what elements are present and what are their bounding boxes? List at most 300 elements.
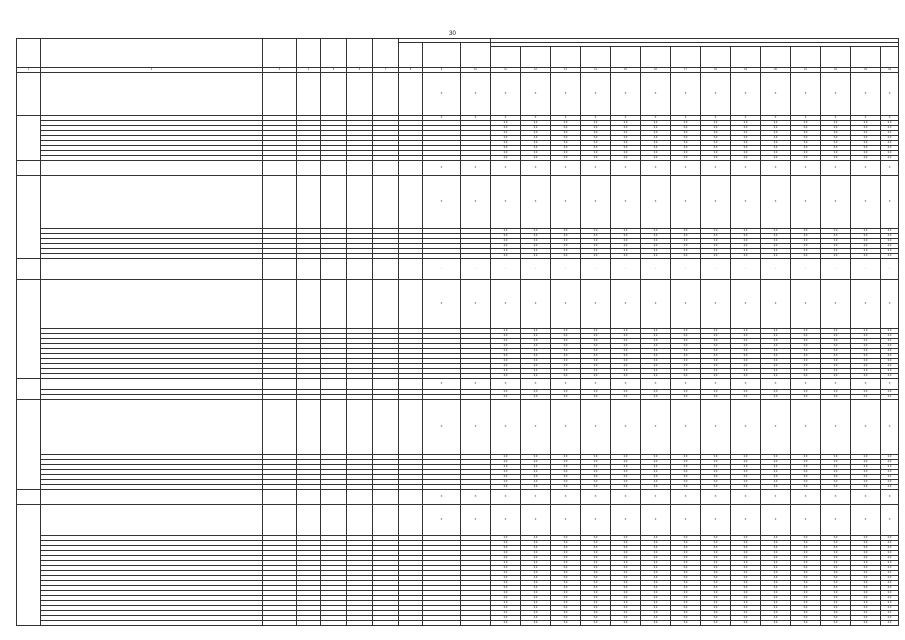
table-cell: 0,0 <box>611 141 641 146</box>
table-cell: 0,0 <box>581 249 611 254</box>
table-cell: 0,0 <box>641 344 671 349</box>
table-cell: 0,0 <box>731 339 761 344</box>
table-cell: 0,0 <box>731 131 761 136</box>
table-cell: 0,0 <box>731 596 761 601</box>
table-cell: X <box>791 73 821 116</box>
table-cell: 0,0 <box>761 374 791 379</box>
table-cell: X <box>671 490 701 505</box>
table-cell: 0,0 <box>671 390 701 395</box>
table-cell: 0,0 <box>671 576 701 581</box>
table-cell: 0,0 <box>821 354 851 359</box>
table-cell: 0,0 <box>701 254 731 259</box>
table-cell: 0,0 <box>611 571 641 576</box>
table-cell: 0,0 <box>821 395 851 400</box>
table-cell: 0,0 <box>491 601 521 606</box>
table-cell: X <box>521 280 551 329</box>
table-cell: 0,0 <box>551 234 581 239</box>
table-cell: 0,0 <box>731 151 761 156</box>
table-cell: 0,0 <box>521 374 551 379</box>
table-cell: 0,0 <box>581 146 611 151</box>
table-cell: 0,0 <box>881 354 899 359</box>
table-cell: 0,0 <box>851 551 881 556</box>
table-cell: 0,0 <box>761 546 791 551</box>
table-cell: X <box>881 490 899 505</box>
table-cell: 0,0 <box>791 156 821 161</box>
table-cell: 0,0 <box>881 344 899 349</box>
table-cell: 0,0 <box>821 536 851 541</box>
table-cell: 0,0 <box>641 364 671 369</box>
table-cell: X <box>821 505 851 536</box>
table-cell: 0,0 <box>551 364 581 369</box>
table-cell: 0,0 <box>821 126 851 131</box>
table-cell: 0,0 <box>701 146 731 151</box>
table-cell: X <box>821 400 851 455</box>
table-cell: 0,0 <box>791 581 821 586</box>
header-cell <box>373 39 399 68</box>
table-cell: 0,0 <box>581 561 611 566</box>
table-cell: 0,0 <box>791 344 821 349</box>
table-cell: 0,0 <box>671 354 701 359</box>
table-cell: 0,0 <box>761 606 791 611</box>
table-cell <box>321 379 347 390</box>
table-cell <box>297 621 321 626</box>
table-cell: 0,0 <box>761 596 791 601</box>
table-cell: 0,0 <box>491 465 521 470</box>
table-cell: 0,0 <box>881 156 899 161</box>
table-cell: 0,0 <box>611 151 641 156</box>
table-cell <box>297 176 321 229</box>
table-cell: 0,0 <box>791 616 821 621</box>
table-cell: 0,0 <box>821 571 851 576</box>
column-number: 16 <box>641 68 671 73</box>
table-cell: 0,0 <box>521 571 551 576</box>
table-cell <box>399 176 423 229</box>
table-cell: 0,0 <box>671 369 701 374</box>
table-cell: 0,0 <box>851 465 881 470</box>
table-cell: 0,0 <box>881 374 899 379</box>
table-cell: 0,0 <box>821 141 851 146</box>
table-cell: 0,0 <box>701 344 731 349</box>
table-cell <box>347 280 373 329</box>
table-cell: X <box>491 161 521 176</box>
table-cell: 0,0 <box>521 334 551 339</box>
table-cell: 0,0 <box>581 390 611 395</box>
table-cell <box>399 73 423 116</box>
table-row <box>17 280 899 329</box>
table-cell: 0,0 <box>821 249 851 254</box>
table-cell <box>41 490 263 505</box>
table-cell: 0,0 <box>491 470 521 475</box>
table-cell: 0,0 <box>791 566 821 571</box>
table-cell: 0,0 <box>701 455 731 460</box>
table-cell: 0,0 <box>851 369 881 374</box>
table-cell: 0,0 <box>701 364 731 369</box>
table-cell: 0,0 <box>821 334 851 339</box>
table-cell: 0,0 <box>851 141 881 146</box>
table-cell: 0,0 <box>791 229 821 234</box>
table-cell: 0,0 <box>791 395 821 400</box>
table-cell: 0,0 <box>491 151 521 156</box>
table-cell: 0,0 <box>881 596 899 601</box>
table-row <box>17 505 899 536</box>
table-cell: 0,0 <box>761 591 791 596</box>
table-cell: 0,0 <box>671 586 701 591</box>
table-cell: 0,0 <box>521 470 551 475</box>
table-cell: X <box>641 176 671 229</box>
table-cell: 0,0 <box>641 254 671 259</box>
table-cell: X <box>791 116 821 121</box>
table-cell: 0,0 <box>671 329 701 334</box>
table-cell: 0,0 <box>881 455 899 460</box>
table-cell: 0,0 <box>641 229 671 234</box>
table-cell: 0,0 <box>821 121 851 126</box>
table-cell: 0,0 <box>491 146 521 151</box>
table-cell: X <box>551 176 581 229</box>
table-cell: X <box>761 490 791 505</box>
page-number: 30 <box>449 31 456 37</box>
table-cell: X <box>821 490 851 505</box>
table-cell: 0,0 <box>611 576 641 581</box>
table-cell: 0,0 <box>851 460 881 465</box>
table-cell: X <box>521 176 551 229</box>
table-cell: X <box>641 161 671 176</box>
table-cell: 0,0 <box>881 561 899 566</box>
table-cell: 0,0 <box>671 136 701 141</box>
table-cell: 0,0 <box>491 480 521 485</box>
table-cell: X <box>461 116 491 121</box>
table-cell: X <box>671 379 701 390</box>
column-number: 9 <box>423 68 461 73</box>
table-cell: 0,0 <box>851 601 881 606</box>
table-cell <box>373 400 399 455</box>
table-cell: X <box>423 490 461 505</box>
table-cell <box>297 400 321 455</box>
table-cell <box>373 176 399 229</box>
table-cell: 0,0 <box>881 334 899 339</box>
table-cell: 0,0 <box>881 460 899 465</box>
table-cell: 0,0 <box>551 121 581 126</box>
table-cell: 0,0 <box>671 239 701 244</box>
table-cell: 0,0 <box>521 254 551 259</box>
table-cell: 0,0 <box>581 556 611 561</box>
table-cell: X <box>641 73 671 116</box>
table-cell: 0,0 <box>761 566 791 571</box>
table-cell: 0,0 <box>881 151 899 156</box>
table-cell: 0,0 <box>881 571 899 576</box>
table-cell: 0,0 <box>641 551 671 556</box>
table-cell: 0,0 <box>581 571 611 576</box>
table-cell: 0,0 <box>521 475 551 480</box>
table-cell: 0,0 <box>761 359 791 364</box>
table-cell: X <box>641 490 671 505</box>
table-cell: 0,0 <box>521 344 551 349</box>
table-cell: 0,0 <box>581 151 611 156</box>
table-cell: 0,0 <box>611 374 641 379</box>
table-cell: 0,0 <box>731 485 761 490</box>
table-row <box>17 161 899 176</box>
table-cell: 0,0 <box>791 541 821 546</box>
table-cell: 0,0 <box>701 470 731 475</box>
table-cell: 0,0 <box>611 334 641 339</box>
table-cell <box>399 259 423 280</box>
table-cell: X <box>461 73 491 116</box>
table-cell: X <box>611 73 641 116</box>
table-cell <box>399 280 423 329</box>
table-cell <box>347 259 373 280</box>
table-cell: 0,0 <box>491 239 521 244</box>
table-cell: X <box>461 161 491 176</box>
table-cell: 0,0 <box>851 541 881 546</box>
table-cell: X <box>791 161 821 176</box>
table-cell: 0,0 <box>701 616 731 621</box>
table-cell: X <box>461 490 491 505</box>
table-cell: 0,0 <box>641 470 671 475</box>
table-cell: 0,0 <box>881 616 899 621</box>
table-cell: X <box>731 280 761 329</box>
table-cell: 0,0 <box>881 581 899 586</box>
table-cell: 0,0 <box>701 581 731 586</box>
table-cell: 0,0 <box>761 571 791 576</box>
table-cell: 0,0 <box>581 470 611 475</box>
table-cell: 0,0 <box>521 485 551 490</box>
table-cell: 0,0 <box>581 601 611 606</box>
table-cell: 0,0 <box>491 586 521 591</box>
table-cell: 0,0 <box>851 480 881 485</box>
table-cell: 0,0 <box>731 581 761 586</box>
table-cell: 0,0 <box>641 244 671 249</box>
table-cell: 0,0 <box>851 254 881 259</box>
table-cell: 0,0 <box>491 576 521 581</box>
table-cell: 0,0 <box>731 234 761 239</box>
table-cell: 0,0 <box>701 374 731 379</box>
table-cell: 0,0 <box>611 344 641 349</box>
table-cell: 0,0 <box>851 234 881 239</box>
table-cell: 0,0 <box>671 141 701 146</box>
table-cell: 0,0 <box>491 621 521 626</box>
table-cell: 0,0 <box>611 591 641 596</box>
table-cell: X <box>731 73 761 116</box>
table-cell: X <box>551 490 581 505</box>
table-cell: 0,0 <box>641 234 671 239</box>
table-cell: 0,0 <box>851 571 881 576</box>
table-cell: X <box>881 505 899 536</box>
table-cell <box>373 621 399 626</box>
table-cell: 0,0 <box>851 606 881 611</box>
table-cell <box>297 280 321 329</box>
table-cell: 0,0 <box>731 126 761 131</box>
table-cell: 0,0 <box>491 229 521 234</box>
table-cell: 0,0 <box>791 455 821 460</box>
table-cell: 0,0 <box>521 556 551 561</box>
table-cell: X <box>461 505 491 536</box>
table-cell: 0,0 <box>731 621 761 626</box>
table-cell: - <box>851 259 881 280</box>
table-cell: 0,0 <box>731 480 761 485</box>
table-cell: X <box>581 161 611 176</box>
table-cell: 0,0 <box>581 606 611 611</box>
table-cell: 0,0 <box>821 364 851 369</box>
table-cell: 0,0 <box>701 606 731 611</box>
table-cell: X <box>423 379 461 390</box>
table-cell: 0,0 <box>551 546 581 551</box>
table-cell <box>17 505 41 626</box>
table-cell: 0,0 <box>761 131 791 136</box>
table-cell: 0,0 <box>491 339 521 344</box>
column-number: 19 <box>731 68 761 73</box>
table-cell: 0,0 <box>821 586 851 591</box>
table-cell: 0,0 <box>521 395 551 400</box>
table-cell: 0,0 <box>821 460 851 465</box>
table-cell: X <box>821 116 851 121</box>
table-cell: 0,0 <box>701 126 731 131</box>
table-cell: 0,0 <box>701 541 731 546</box>
table-cell: 0,0 <box>881 536 899 541</box>
table-cell: X <box>701 490 731 505</box>
table-cell: 0,0 <box>731 146 761 151</box>
column-number: 8 <box>399 68 423 73</box>
header-cell <box>399 43 423 68</box>
table-cell: - <box>461 259 491 280</box>
table-cell: 0,0 <box>491 460 521 465</box>
table-cell: 0,0 <box>671 126 701 131</box>
table-cell: - <box>671 259 701 280</box>
table-cell: 0,0 <box>491 606 521 611</box>
table-cell <box>297 505 321 536</box>
table-cell: 0,0 <box>581 234 611 239</box>
table-cell: 0,0 <box>671 485 701 490</box>
table-cell: 0,0 <box>731 374 761 379</box>
table-cell: 0,0 <box>671 229 701 234</box>
table-cell: 0,0 <box>881 390 899 395</box>
table-cell: 0,0 <box>851 374 881 379</box>
table-cell: 0,0 <box>701 151 731 156</box>
table-cell: 0,0 <box>821 244 851 249</box>
table-cell: 0,0 <box>611 616 641 621</box>
table-cell: 0,0 <box>581 239 611 244</box>
table-cell: 0,0 <box>881 364 899 369</box>
table-cell: 0,0 <box>551 475 581 480</box>
table-cell: 0,0 <box>581 126 611 131</box>
table-cell: 0,0 <box>581 536 611 541</box>
table-cell: 0,0 <box>821 234 851 239</box>
table-cell: 0,0 <box>761 480 791 485</box>
table-cell: 0,0 <box>521 141 551 146</box>
table-cell: 0,0 <box>851 581 881 586</box>
table-cell: 0,0 <box>551 141 581 146</box>
table-cell: 0,0 <box>701 586 731 591</box>
table-cell: X <box>461 379 491 390</box>
table-cell: 0,0 <box>551 244 581 249</box>
table-cell: 0,0 <box>761 541 791 546</box>
table-cell: 0,0 <box>581 395 611 400</box>
table-cell: X <box>791 379 821 390</box>
header-cell <box>671 47 701 68</box>
table-cell <box>321 259 347 280</box>
table-cell: 0,0 <box>611 455 641 460</box>
table-cell: 0,0 <box>701 480 731 485</box>
table-cell: 0,0 <box>791 141 821 146</box>
table-cell: 0,0 <box>731 591 761 596</box>
table-cell: 0,0 <box>851 586 881 591</box>
table-cell: 0,0 <box>641 239 671 244</box>
table-cell <box>423 621 461 626</box>
column-number: 15 <box>611 68 641 73</box>
table-cell: 0,0 <box>641 606 671 611</box>
table-cell: 0,0 <box>611 596 641 601</box>
table-cell: X <box>881 161 899 176</box>
table-cell: 0,0 <box>521 581 551 586</box>
table-cell: X <box>611 400 641 455</box>
header-cell <box>461 43 491 68</box>
table-cell <box>17 116 41 161</box>
header-cell <box>17 39 41 68</box>
table-cell: 0,0 <box>641 121 671 126</box>
table-cell <box>347 379 373 390</box>
table-cell: X <box>761 116 791 121</box>
table-cell: 0,0 <box>581 455 611 460</box>
table-cell: 0,0 <box>641 249 671 254</box>
table-cell: 0,0 <box>611 349 641 354</box>
table-cell: 0,0 <box>791 485 821 490</box>
table-cell: 0,0 <box>881 611 899 616</box>
header-cell <box>521 47 551 68</box>
table-cell: 0,0 <box>821 601 851 606</box>
table-cell: X <box>761 161 791 176</box>
table-cell: X <box>461 280 491 329</box>
table-cell: 0,0 <box>851 621 881 626</box>
table-cell: 0,0 <box>761 485 791 490</box>
table-cell: - <box>821 259 851 280</box>
table-cell: 0,0 <box>731 465 761 470</box>
table-cell: 0,0 <box>521 156 551 161</box>
table-cell: 0,0 <box>731 390 761 395</box>
table-cell: 0,0 <box>521 390 551 395</box>
header-cell <box>263 39 297 68</box>
table-cell: - <box>521 259 551 280</box>
table-cell: 0,0 <box>731 141 761 146</box>
table-cell: 0,0 <box>761 460 791 465</box>
table-cell: 0,0 <box>761 576 791 581</box>
table-cell: 0,0 <box>701 239 731 244</box>
table-cell: X <box>701 400 731 455</box>
table-cell: X <box>611 116 641 121</box>
table-cell <box>399 621 423 626</box>
table-cell: 0,0 <box>641 611 671 616</box>
table-cell: 0,0 <box>701 359 731 364</box>
table-cell: X <box>881 280 899 329</box>
table-cell: X <box>611 490 641 505</box>
table-cell: 0,0 <box>701 546 731 551</box>
table-cell: 0,0 <box>791 561 821 566</box>
table-cell: 0,0 <box>731 229 761 234</box>
table-cell: X <box>611 379 641 390</box>
table-cell: 0,0 <box>821 581 851 586</box>
table-cell: 0,0 <box>821 329 851 334</box>
table-cell: 0,0 <box>521 455 551 460</box>
table-cell: 0,0 <box>881 601 899 606</box>
table-cell: 0,0 <box>491 121 521 126</box>
table-cell: 0,0 <box>671 460 701 465</box>
table-cell: 0,0 <box>611 551 641 556</box>
table-cell: 0,0 <box>821 359 851 364</box>
table-cell: 0,0 <box>491 344 521 349</box>
table-cell: - <box>423 259 461 280</box>
table-cell: 0,0 <box>791 239 821 244</box>
table-cell: 0,0 <box>821 566 851 571</box>
table-cell: 0,0 <box>671 364 701 369</box>
table-cell: 0,0 <box>491 254 521 259</box>
table-cell: - <box>761 259 791 280</box>
